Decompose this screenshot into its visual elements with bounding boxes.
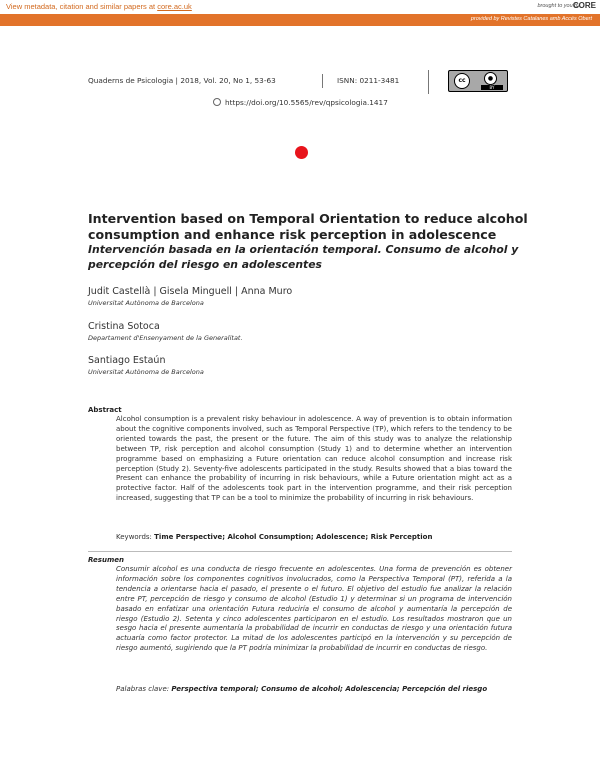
author-affiliation: Universitat Autònoma de Barcelona (88, 299, 204, 307)
keywords-label: Keywords: (116, 533, 152, 541)
red-dot-mark (295, 146, 308, 159)
divider (322, 74, 323, 88)
palabras-clave (116, 685, 512, 695)
cc-license-badge[interactable] (448, 70, 508, 92)
journal-info: Quaderns de Psicologia | 2018, Vol. 20, No 1, 53-63 (88, 76, 276, 85)
doi-line (213, 98, 388, 107)
author-names: Santiago Estaún (88, 355, 166, 366)
issn: ISNN: 0211-3481 (337, 76, 400, 85)
abstract-text: Alcohol consumption is a prevalent risky behaviour in adolescence. A way of prevention is to obtain information about the cognitive components involved, such as Temporal Perspective (TP), which refers to the tendency to be oriented towards the past, the present or the future. The aim of this study was to analyze the relationship between TP, risk perception and alcohol consumption (Study 1) and to determine whether an intervention programme based on emphasizing a Future orientation can reduce alcohol consumption and increase risk perception (Study 2). Seventy-five adolescents participated in the study. Results showed that a bias toward the Present can enhance the probability of incurring in risk behaviours, while a Future orientation might act as a protective factor. Half of the adolescents took part in the intervention programme, and their risk perception increased, suggesting that TP can be a tool to minimize the probability of incurring in risk behaviours. (116, 415, 512, 503)
author-names: Cristina Sotoca (88, 321, 160, 332)
doi-link[interactable]: https://doi.org/10.5565/rev/qpsicologia.1417 (225, 98, 388, 107)
paper-title: Intervention based on Temporal Orientation to reduce alcohol consumption and enhance risk perception in adolescence (88, 211, 528, 242)
brought-to-you-label: brought to you by (537, 3, 580, 9)
divider (428, 70, 429, 94)
cc-icon: cc (454, 73, 470, 89)
core-logo[interactable]: CORE (572, 1, 596, 10)
resumen-heading: Resumen (88, 556, 124, 564)
person-icon: ● (484, 72, 497, 85)
author-affiliation: Departament d'Ensenyament de la Generalitat. (88, 334, 243, 342)
globe-icon (213, 98, 221, 106)
abstract-heading: Abstract (88, 406, 122, 414)
author-affiliation: Universitat Autònoma de Barcelona (88, 368, 204, 376)
provided-by-bar (0, 14, 600, 26)
author-names: Judit Castellà | Gisela Minguell | Anna Muro (88, 286, 293, 297)
metadata-link[interactable] (6, 2, 192, 11)
section-divider (88, 551, 512, 552)
keywords (116, 533, 512, 541)
metadata-link-site: core.ac.uk (157, 2, 192, 11)
resumen-text: Consumir alcohol es una conducta de riesgo frecuente en adolescentes. Una forma de prevención es obtener información sobre los componentes cognitivos involucrados, como la Perspectiva Temporal (PT), referida a la tendencia a orientarse hacia el pasado, el presente o el futuro. El objetivo del estudio fue analizar la relación entre PT, percepción de riesgo y consumo de alcohol (Estudio 1) y determinar si un programa de intervención basado en enfatizar una orientación Futura reduciría el consumo de alcohol y aumentaría la percepción de riesgo (Estudio 2). Setenta y cinco adolescentes participaron en el estudio. Los resultados mostraron que un sesgo hacia el presente aumentaría la probabilidad de incurrir en conductas de riesgo y una orientación futura actuaría como factor protector. La mitad de los adolescentes participó en la intervención y su percepción de riesgo aumentó, sugiriendo que la PT podría minimizar la probabilidad de incurrir en conductas de riesgo. (116, 565, 512, 653)
palabras-clave-list: Perspectiva temporal; Consumo de alcohol; Adolescencia; Percepción del riesgo (171, 685, 488, 693)
keywords-list: Time Perspective; Alcohol Consumption; Adolescence; Risk Perception (154, 533, 433, 541)
provided-by-label: provided by Revistes Catalanes amb Accés Obert (470, 16, 592, 22)
core-top-bar (0, 0, 600, 15)
metadata-link-prefix: View metadata, citation and similar papers at (6, 2, 158, 11)
palabras-clave-label: Palabras clave: (116, 685, 170, 693)
by-label: BY (481, 85, 503, 90)
paper-subtitle: Intervención basada en la orientación temporal. Consumo de alcohol y percepción del riesgo en adolescentes (88, 243, 519, 271)
